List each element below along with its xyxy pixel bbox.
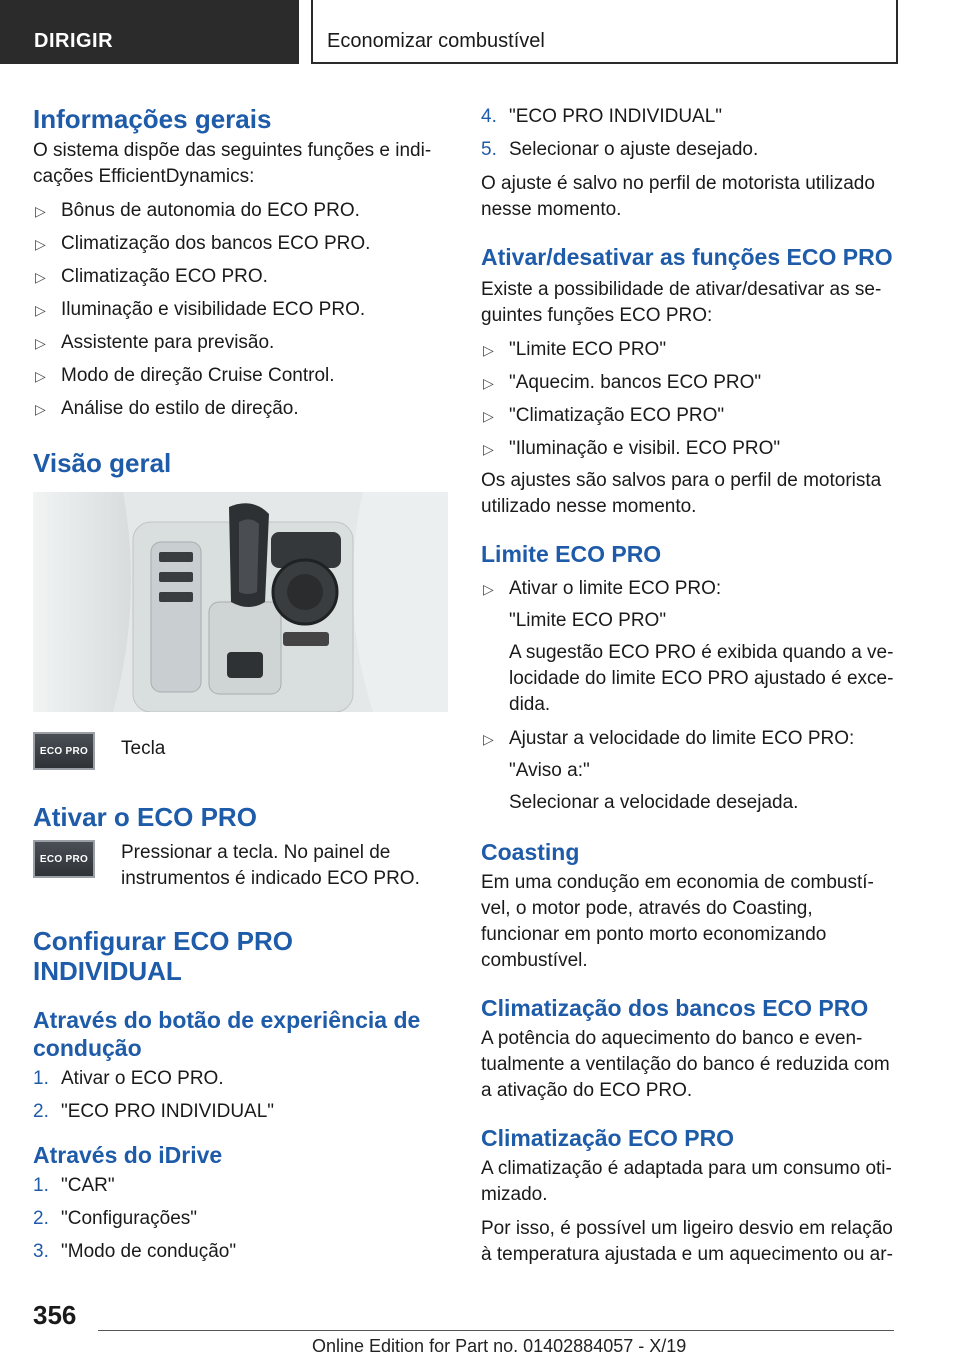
via-button-title: Através do botão de experiência de condução — [33, 1007, 421, 1061]
idrive-steps-continued — [481, 104, 896, 163]
bullet-triangle-icon: ▷ — [35, 401, 46, 417]
overview-title: Visão geral — [33, 448, 172, 478]
list-item: 4. "ECO PRO INDIVIDUAL" — [481, 106, 723, 127]
left-column — [33, 96, 448, 1265]
activate-text: Pressionar a tecla. No painel de instrumentos é indicado ECO PRO. — [121, 842, 420, 889]
limit-list — [481, 576, 896, 602]
list-item: ▷ Assistente para previsão. — [33, 330, 448, 356]
limit-item1-sub1: "Limite ECO PRO" — [509, 610, 667, 631]
eco-pro-key-icon: ECO PRO — [33, 840, 95, 878]
center-console-illustration — [33, 492, 448, 712]
toggle-saved: Os ajustes são salvos para o perfil de motorista utilizado nesse momento. — [481, 470, 882, 517]
limit-item2-sub1: "Aviso a:" — [509, 760, 590, 781]
climate-title: Climatização ECO PRO — [481, 1125, 735, 1151]
key-caption-row — [33, 732, 448, 798]
center-console-photo — [33, 492, 448, 712]
list-item: 2. "Configurações" — [33, 1208, 198, 1229]
toggle-text: Existe a possibilidade de ativar/desativar as seguintes funções ECO PRO: — [481, 279, 882, 326]
header-chapter: Economizar combustível — [327, 30, 545, 52]
climate-text-2: Por isso, é possível um ligeiro desvio em relação à temperatura ajustada e um aquecimento ou ar- — [481, 1218, 893, 1265]
bullet-triangle-icon: ▷ — [35, 302, 46, 318]
list-item: ▷ Modo de direção Cruise Control. — [33, 363, 448, 389]
list-item: ▷ Análise do estilo de direção. — [33, 396, 448, 422]
list-item: ▷ Climatização ECO PRO. — [33, 264, 448, 290]
bullet-triangle-icon: ▷ — [483, 441, 494, 457]
limit-item1-sub2: A sugestão ECO PRO é exibida quando a velocidade do limite ECO PRO ajustado é excedida. — [509, 642, 894, 715]
list-item: 3. "Modo de condução" — [33, 1241, 237, 1262]
list-item: ▷ "Aquecim. bancos ECO PRO" — [481, 370, 896, 396]
via-idrive-steps — [33, 1173, 448, 1265]
list-item: ▷ Iluminação e visibilidade ECO PRO. — [33, 297, 448, 323]
limit-title: Limite ECO PRO — [481, 541, 662, 567]
header-section: DIRIGIR — [34, 30, 114, 52]
bullet-triangle-icon: ▷ — [35, 335, 46, 351]
via-button-steps — [33, 1066, 448, 1125]
list-item: 1. "CAR" — [33, 1175, 115, 1196]
coasting-text: Em uma condução em economia de combustível, o motor pode, através do Coasting, funcionar em ponto morto economizando combustível. — [481, 872, 874, 971]
header-section-tab — [0, 0, 299, 64]
key-caption: Tecla — [121, 738, 166, 759]
list-item: 5. Selecionar o ajuste desejado. — [481, 139, 759, 160]
info-list — [33, 198, 448, 422]
toggle-list — [481, 337, 896, 462]
list-item: ▷ Bônus de autonomia do ECO PRO. — [33, 198, 448, 224]
seat-text: A potência do aquecimento do banco e eventualmente a ventilação do banco é reduzida com a ativação do ECO PRO. — [481, 1028, 890, 1101]
bullet-triangle-icon: ▷ — [483, 342, 494, 358]
limit-list-2 — [481, 726, 896, 752]
footer-divider — [98, 1330, 894, 1331]
activate-title: Ativar o ECO PRO — [33, 802, 257, 832]
climate-text-1: A climatização é adaptada para um consumo otimizado. — [481, 1158, 892, 1205]
bullet-triangle-icon: ▷ — [483, 408, 494, 424]
bullet-triangle-icon: ▷ — [483, 581, 494, 597]
bullet-triangle-icon: ▷ — [35, 236, 46, 252]
page-number: 356 — [33, 1300, 77, 1330]
list-item: 2. "ECO PRO INDIVIDUAL" — [33, 1101, 275, 1122]
configure-title: Configurar ECO PRO INDIVIDUAL — [33, 926, 294, 986]
list-item: ▷ "Limite ECO PRO" — [481, 337, 896, 363]
bullet-triangle-icon: ▷ — [35, 203, 46, 219]
info-title: Informações gerais — [33, 104, 272, 134]
list-item: 1. Ativar o ECO PRO. — [33, 1068, 224, 1089]
saved-text: O ajuste é salvo no perfil de motorista utilizado nesse momento. — [481, 173, 875, 220]
activate-row — [33, 840, 448, 910]
bullet-triangle-icon: ▷ — [35, 269, 46, 285]
seat-title: Climatização dos bancos ECO PRO — [481, 995, 869, 1021]
header-chapter-tab — [311, 0, 898, 64]
list-item: ▷ "Iluminação e visibil. ECO PRO" — [481, 436, 896, 462]
bullet-triangle-icon: ▷ — [483, 375, 494, 391]
eco-pro-key-icon: ECO PRO — [33, 732, 95, 770]
footer-edition: Online Edition for Part no. 01402884057 - X/19 — [312, 1336, 687, 1356]
list-item: ▷ Ativar o limite ECO PRO: — [481, 576, 896, 602]
via-idrive-title: Através do iDrive — [33, 1142, 223, 1168]
limit-item2-sub2: Selecionar a velocidade desejada. — [509, 792, 799, 813]
list-item: ▷ "Climatização ECO PRO" — [481, 403, 896, 429]
bullet-triangle-icon: ▷ — [35, 368, 46, 384]
coasting-title: Coasting — [481, 839, 580, 865]
right-column — [481, 96, 896, 1268]
list-item: ▷ Climatização dos bancos ECO PRO. — [33, 231, 448, 257]
bullet-triangle-icon: ▷ — [483, 731, 494, 747]
toggle-title: Ativar/desativar as funções ECO PRO — [481, 244, 893, 270]
list-item: ▷ Ajustar a velocidade do limite ECO PRO: — [481, 726, 896, 752]
info-text: O sistema dispõe das seguintes funções e indicações EfficientDynamics: — [33, 140, 432, 187]
